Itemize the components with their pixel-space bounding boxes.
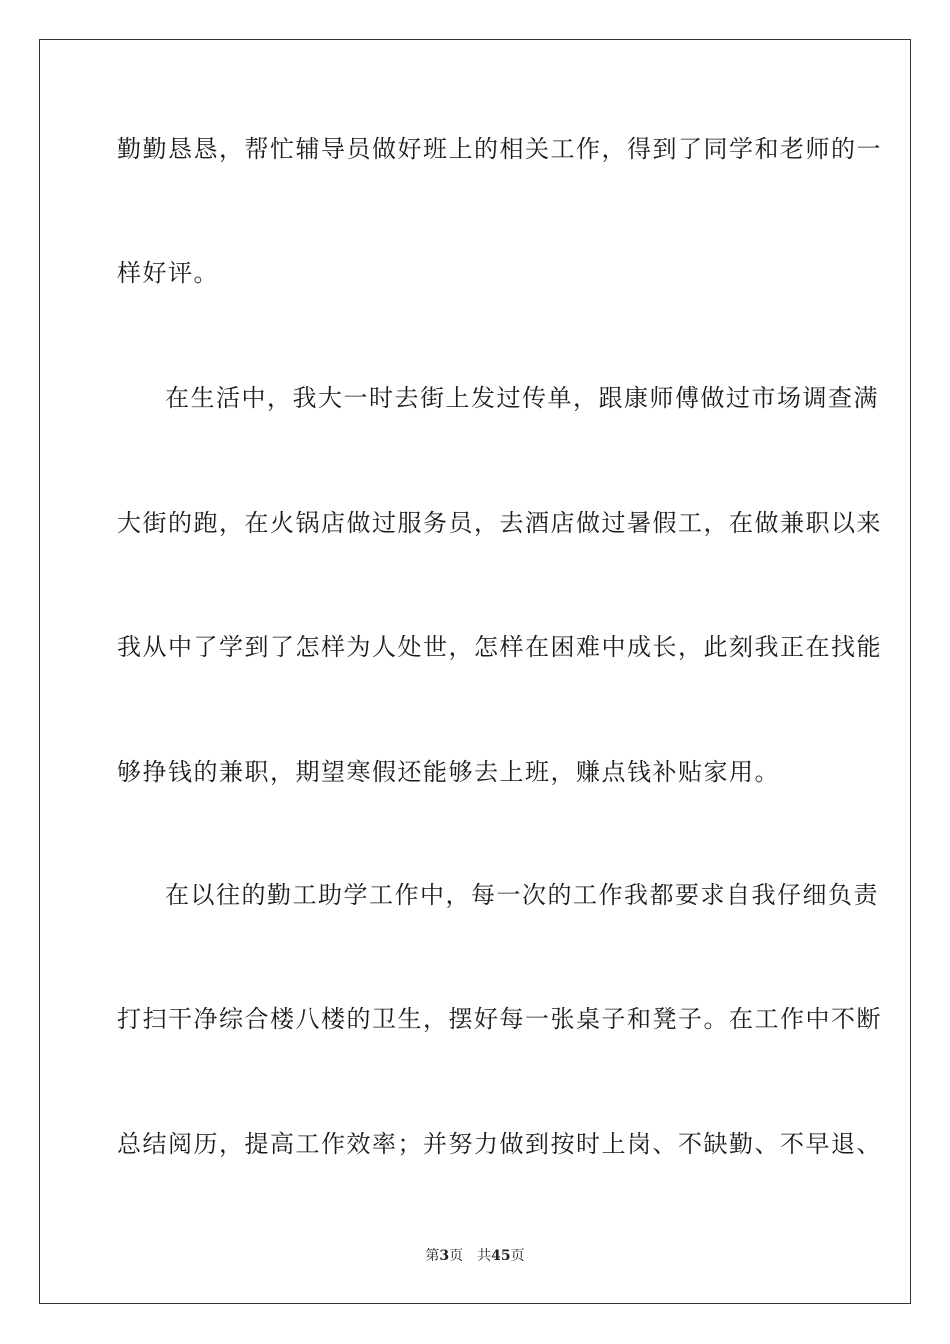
text-line: 大街的跑，在火锅店做过服务员，去酒店做过暑假工，在做兼职以来 bbox=[117, 509, 882, 537]
total-suffix: 页 bbox=[510, 1248, 525, 1264]
text-line: 够挣钱的兼职，期望寒假还能够去上班，赚点钱补贴家用。 bbox=[117, 758, 780, 786]
text-line: 勤勤恳恳，帮忙辅导员做好班上的相关工作，得到了同学和老师的一 bbox=[117, 135, 882, 163]
text-line: 样好评。 bbox=[117, 259, 219, 287]
page-suffix: 页 bbox=[449, 1248, 464, 1264]
paragraph-start-line: 在生活中，我大一时去街上发过传单，跟康师傅做过市场调查满 bbox=[165, 384, 879, 412]
page-footer bbox=[0, 1247, 950, 1265]
page-prefix: 第 bbox=[425, 1248, 440, 1264]
total-prefix: 共 bbox=[477, 1248, 492, 1264]
text-line: 总结阅历，提高工作效率；并努力做到按时上岗、不缺勤、不早退、 bbox=[117, 1130, 882, 1158]
text-line: 打扫干净综合楼八楼的卫生，摆好每一张桌子和凳子。在工作中不断 bbox=[117, 1005, 882, 1033]
paragraph-start-line: 在以往的勤工助学工作中，每一次的工作我都要求自我仔细负责 bbox=[165, 881, 879, 909]
text-line: 我从中了学到了怎样为人处世，怎样在困难中成长，此刻我正在找能 bbox=[117, 633, 882, 661]
total-pages: 45 bbox=[491, 1248, 511, 1264]
page-border bbox=[39, 39, 911, 1304]
page-number: 3 bbox=[439, 1248, 450, 1264]
